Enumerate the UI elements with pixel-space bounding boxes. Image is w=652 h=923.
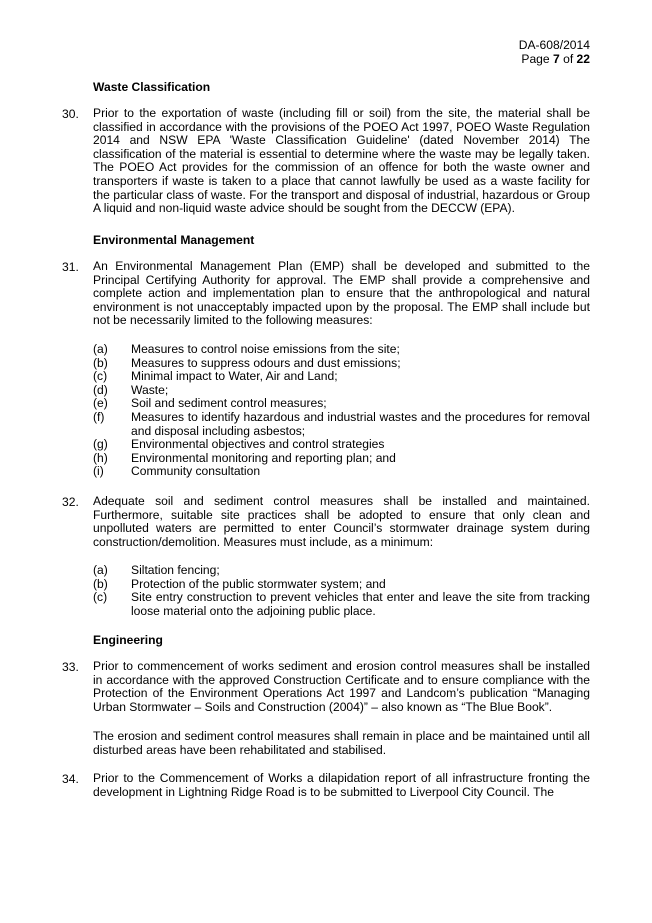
- list-item: (h) Environmental monitoring and reporting plan; and: [93, 450, 396, 465]
- section-heading-waste-classification: Waste Classification: [93, 80, 211, 94]
- clause-number: 32.: [62, 495, 79, 509]
- list-item: (c) Site entry construction to prevent vehicles that enter and leave the site from tracking loose material onto the adjoining public place.: [93, 590, 590, 618]
- list-item: (c) Minimal impact to Water, Air and Land;: [93, 369, 338, 384]
- list-item: (a) Siltation fencing;: [93, 563, 220, 577]
- list-item: (b) Protection of the public stormwater system; and: [93, 576, 386, 591]
- clause-text: Prior to the exportation of waste (including fill or soil) from the site, the material shall be classified in accordance with the provisions of the POEO Act 1997, POEO Waste Regulation 2014 and NSW EPA 'Waste Classification Guideline' (dated November 2014) The classification of the material is essential to determine where the waste may be legally taken. The POEO Act provides for the commission of an offence for both the waste owner and transporters if waste is taken to a place that cannot lawfully be used as a waste facility for the particular class of waste. For the transport and disposal of industrial, hazardous or Group A liquid and non-liquid waste advice should be sought from the DECCW (EPA).: [93, 106, 590, 216]
- list-item: (i) Community consultation: [93, 464, 261, 479]
- section-heading-engineering: Engineering: [93, 633, 163, 647]
- clause-31: [62, 260, 590, 328]
- list-item: (g) Environmental objectives and control strategies: [93, 437, 385, 452]
- clause-30: [62, 107, 590, 216]
- document-reference: DA-608/2014: [518, 38, 590, 52]
- section-heading-environmental-management: Environmental Management: [93, 233, 255, 247]
- clause-34: [62, 772, 590, 799]
- list-item: (e) Soil and sediment control measures;: [93, 396, 327, 411]
- clause-text: Adequate soil and sediment control measures shall be installed and maintained. Furthermore, suitable site practices shall be adopted to ensure that only clean and unpolluted waters are permitted to enter Council’s stormwater drainage system during construction/demolition. Measures must include, as a minimum:: [93, 494, 590, 549]
- page-number: Page 7 of 22: [521, 52, 590, 66]
- clause-number: 31.: [62, 260, 79, 274]
- clause-32-measures-list: [93, 564, 590, 618]
- clause-31-measures-list: [93, 343, 590, 479]
- clause-33: [62, 660, 590, 714]
- page-header: [519, 38, 590, 66]
- clause-number: 34.: [62, 772, 79, 786]
- list-item: (d) Waste;: [93, 382, 169, 397]
- clause-text: Prior to commencement of works sediment and erosion control measures shall be installed in accordance with the approved Construction Certificate and to ensure compliance with the Protection of the Environment Operations Act 1997 and Landcom’s publication “Managing Urban Stormwater – Soils and Construction (2004)” – also known as “The Blue Book”.: [93, 659, 590, 714]
- list-item: (a) Measures to control noise emissions from the site;: [93, 342, 400, 356]
- clause-32: [62, 495, 590, 549]
- clause-number: 30.: [62, 107, 79, 121]
- list-item: (b) Measures to suppress odours and dust emissions;: [93, 355, 401, 370]
- clause-33-paragraph-2: The erosion and sediment control measures shall remain in place and be maintained until all disturbed areas have been rehabilitated and stabilised.: [93, 729, 590, 757]
- clause-number: 33.: [62, 660, 79, 674]
- list-item: (f) Measures to identify hazardous and industrial wastes and the procedures for removal and disposal including asbestos;: [93, 409, 590, 438]
- clause-text: Prior to the Commencement of Works a dilapidation report of all infrastructure fronting the development in Lightning Ridge Road is to be submitted to Liverpool City Council. The: [93, 771, 590, 799]
- clause-text: An Environmental Management Plan (EMP) shall be developed and submitted to the Principal Certifying Authority for approval. The EMP shall provide a comprehensive and complete action and implementation plan to ensure that the anthropological and natural environment is not unacceptably impacted upon by the proposal. The EMP shall include but not be necessarily limited to the following measures:: [93, 259, 590, 328]
